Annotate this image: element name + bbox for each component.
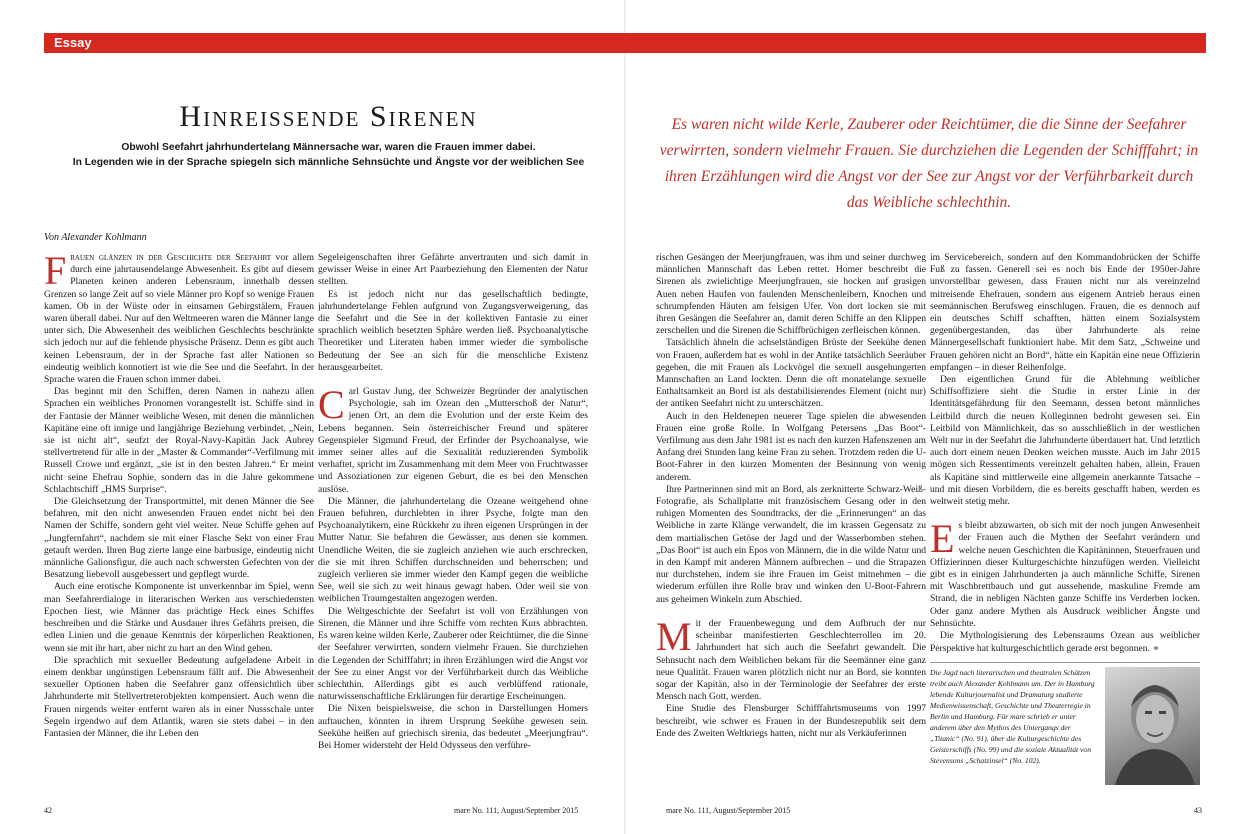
paragraph: Auch eine erotische Komponente ist unverkennbar im Spiel, wenn man Seefahrerdialoge in literarischen Werken aus verschiedensten Epochen liest, wie Männer das prächtige Heck eines Schiffes beschreiben und die Stärke und Ausdauer ihres Gefährts preisen, die edlen Linien und die genaue Kenntnis der körperlichen Reaktionen, wenn sie mit ihr hart, aber nicht zu hart an den Wind gehen. <box>44 581 314 654</box>
section-bar <box>44 33 1206 53</box>
text-column-3 <box>656 252 926 807</box>
drop-cap: E <box>930 516 955 562</box>
paragraph: Die Weltgeschichte der Seefahrt ist voll von Erzählungen von Sirenen, die Männer und ihre Schiffe vom rechten Kurs abbrachten. Es waren keine wilden Kerle, Zauberer oder Reichtümer, die die Sinne der Seefahrer verwirrten, sondern vielmehr Frauen. Sie durchziehen die Legenden der Schifffahrt; in ihren Erzählungen wird die Angst vor der See zu einer Angst vor der Verführbarkeit durch das Weibliche schlechthin. Allerdings gibt es auch verblüffend rationale, naturwissenschaftliche Erklärungen für derartige Erscheinungen. <box>318 605 588 703</box>
paragraph: Auch in den Heldenepen neuerer Tage spielen die abwesenden Frauen eine große Rolle. In Wolfgang Petersens „Das Boot“-Verfilmung aus dem Jahr 1981 ist es nach den kurzen Hafenszenen am Anfang drei Stunden lang keine Frau zu sehen. Trotzdem reden die U-Boot-Fahrer in den kurzen Momenten der Besinnung von wenig anderem. <box>656 410 926 483</box>
text-column-2 <box>318 252 588 807</box>
paragraph <box>44 252 314 386</box>
paragraph <box>656 613 926 703</box>
article-title: Hinreissende Sirenen <box>179 100 478 133</box>
paragraph-text: vor allem durch eine jahrtausendelange Abwesenheit. Es gibt auf diesem Planeten keinen anderen Lebensraum, innerhalb dessen Grenzen so lange Zeit auf so viele Männer pro Kopf so wenige Frauen kamen. Ob in der Wüste oder in einsamen Gebirgstälern, Frauen waren überall dabei. Nur auf den Weltmeeren waren die Männer lange unter sich. Die Abwesenheit des weiblichen Geschlechts beschränkte sich jedoch nur auf die fehlende physische Präsenz. Denn es gibt auch keinen Lebensraum, der in der Sprache fast aller Nationen so eindeutig weiblich konnotiert ist wie die See und die Seefahrt. In der Sprache waren die Frauen schon immer dabei. <box>44 252 314 386</box>
author-portrait <box>1105 667 1200 785</box>
section-label: Essay <box>54 35 92 50</box>
author-bio: Die Jagd nach literarischen und theatralen Schätzen treibt auch Alexander Kohlmann um. Der in Hamburg lebende Kulturjournalist und Dramaturg studierte Medienwissenschaft, Geschichte und Theaterregie in Berlin und Hamburg. Für mare schrieb er unter anderem über den Mythos des Untergangs der „Titanic“ (No. 91), über die Kulturgeschichte des Geisterschiffs (No. 99) und die soziale Aktualität von Stevensons „Schatzinsel“ (No. 102). <box>930 667 1095 765</box>
paragraph: Segeleigenschaften ihrer Gefährte anvertrauten und sich damit in gewisser Weise in einer Art Paarbeziehung den Elementen der Natur stellten. <box>318 252 588 288</box>
page-gutter <box>624 0 626 834</box>
paragraph: Tatsächlich ähneln die achselständigen Brüste der Seekühe denen von Frauen, außerdem hat es wohl in der Antike tatsächlich Seeräuber gegeben, die mit Frauen als Lockvögel die sexuell ausgehungerten Mannschaften an Land lockten. Denn die oft monatelange sexuelle Enthaltsamkeit an Bord ist als destabilisierendes Element (nicht nur) der antiken Seefahrt nicht zu unterschätzen. <box>656 337 926 410</box>
drop-cap: C <box>318 382 345 428</box>
paragraph: Eine Studie des Flensburger Schifffahrtsmuseums von 1997 beschreibt, wie schwer es Frauen in der Bundesrepublik seit dem Ende des Zweiten Weltkriegs hatten, nicht nur als Verkäuferinnen <box>656 703 926 739</box>
page-number-left: 42 <box>44 806 52 815</box>
paragraph: rischen Gesängen der Meerjungfrauen, was ihm und seiner durchweg männlichen Mannschaft das Leben rettet. Homer beschreibt die Sirenen als zwielichtige Meerjungfrauen, sie hocken auf grasigen Auen neben Haufen von faulenden Menschenleibern, Knochen und schrumpfenden Häuten am felsigen Ufer. Von dort locken sie mit ihren Gesängen die Seefahrer an, damit deren Schiffe an den Klippen zerschellen und die Sirenen die Schiffbrüchigen zerfleischen können. <box>656 252 926 337</box>
lead-small-caps: rauen glänzen in der Geschichte der Seefahrt <box>70 252 272 263</box>
paragraph-text: Die Mythologisierung des Lebensraums Ozean aus weiblicher Perspektive hat kulturgeschichtlich gerade erst begonnen. <box>930 630 1200 655</box>
paragraph <box>930 630 1200 655</box>
drop-cap: F <box>44 252 67 293</box>
subtitle-line-1: Obwohl Seefahrt jahrhundertelang Männersache war, waren die Frauen immer dabei. <box>121 142 536 153</box>
paragraph <box>930 516 1200 630</box>
paragraph <box>318 382 588 496</box>
paragraph: Den eigentlichen Grund für die Ablehnung weiblicher Schiffsoffiziere sieht die Studie in erster Linie in der Identitätsgefährdung für den Seemann, dessen betont männliches Leitbild durch die neuen Kolleginnen bedroht gewesen sei. Ein Leitbild von Männlichkeit, das so ausschließlich in der westlichen Welt nur in der Seefahrt die Jahrhunderte überdauert hat. Und letztlich auch dort einem neuen Denken weichen musste. Auch im Jahr 2015 mögen sich Ressentiments vereinzelt gehalten haben, allein, Frauen als Kapitäne sind mittlerweile eine allgemein anerkannte Tatsache – und mit diesen Vorbildern, die es bereits geschafft haben, werden es weltweit stetig mehr. <box>930 374 1200 508</box>
paragraph: Die Nixen beispielsweise, die schon in Darstellungen Homers auftauchen, könnten in ihrem Ursprung Seekühe gewesen sein. Seekühe heißen auf griechisch sirenia, das bedeutet „Meerjungfrau“. Bei Homer widersteht der Held Odysseus den verführe- <box>318 703 588 751</box>
paragraph: Die Männer, die jahrhundertelang die Ozeane weitgehend ohne Frauen befuhren, durchlebten in ihrer Psyche, folgte man den Psychoanalytikern, eine Rückkehr zu ihren eigenen Ursprüngen in der Mutter Natur. Sie befahren die Gewässer, aus denen sie kommen. Unendliche Weiten, die sie zugleich anziehen wie auch erschrecken, die sie mit ihren Schiffen durchschneiden und beherrschen; und zugleich verlieren sie immer wieder den Kampf gegen die weibliche See, weil sie sich zu weit hinaus gewagt haben. Oder weil sie von weiblichen Traumgestalten angezogen werden. <box>318 495 588 605</box>
paragraph: Das beginnt mit den Schiffen, deren Namen in nahezu allen Sprachen ein weibliches Pronomen vorangestellt ist. Schiffe sind in der Fantasie der Männer weibliche Wesen, mit denen die männlichen Kapitäne eine oft innige und langjährige Beziehung verbindet. „Nein, sie ist nicht alt“, seufzt der Royal-Navy-Kapitän Jack Aubrey stellvertretend für alle in der „Master & Commander“-Verfilmung mit Russell Crowe und ergänzt, „sie ist in den besten Jahren.“ Er meint nicht seine Ehefrau Sophie, sondern das in die Jahre gekommene Schlachtschiff „HMS Surprise“. <box>44 386 314 495</box>
paragraph: Es ist jedoch nicht nur das gesellschaftlich bedingte, jahrhundertelange Fehlen aufgrund von Zugangsverweigerung, das die Seefahrt und die See in der kollektiven Fantasie zu einer sprachlich weiblich besetzten Sphäre werden ließ. Psychoanalytische Theoretiker und Literaten haben immer wieder die symbolische Bedeutung der See an sich für die menschliche Existenz herausgearbeitet. <box>318 288 588 373</box>
magazine-issue-left: mare No. 111, August/September 2015 <box>454 806 579 815</box>
subtitle-line-2: In Legenden wie in der Sprache spiegeln sich männliche Sehnsüchte und Ängste vor der weiblichen See <box>72 157 585 168</box>
magazine-issue-right: mare No. 111, August/September 2015 <box>666 806 791 815</box>
author-portrait-graphic <box>1105 667 1200 785</box>
paragraph-text: it der Frauenbewegung und dem Aufbruch der nur scheinbar manifestierten Geschlechterrollen im 20. Jahrhundert hat sich auch die Seefahrt gewandelt. Die Sehnsucht nach dem Weiblichen bekam für die Seemänner eine ganz neue Qualität. Frauen waren plötzlich nicht nur an Bord, sie konnten sogar der Kapitän, also in der Terminologie der Seefahrer der erste Mensch nach Gott, werden. <box>656 617 926 703</box>
end-mark-icon: ⚭ <box>1152 643 1160 654</box>
section-gap <box>318 374 588 386</box>
page-number-right: 43 <box>1194 806 1202 815</box>
text-column-1 <box>44 252 314 807</box>
pull-quote: Es waren nicht wilde Kerle, Zauberer oder Reichtümer, die die Sinne der Seefahrer verwirrten, sondern vielmehr Frauen. Sie durchziehen die Legenden der Schifffahrt; in ihren Erzählungen wird die Angst vor der See zur Angst vor der Verführbarkeit durch das Weibliche schlechthin. <box>659 116 1199 211</box>
byline: Von Alexander Kohlmann <box>44 232 147 243</box>
author-credit-box <box>930 662 1200 785</box>
article-subtitle <box>44 140 613 170</box>
paragraph: Ihre Partnerinnen sind mit an Bord, als zerknitterte Schwarz-Weiß-Fotografie, als Schallplatte mit französischem Gesang oder in den ruhigen Momenten des Soundtracks, der die „Erinnerungen“ an das Weibliche in zarte Klänge verwandelt, die im krassen Gegensatz zu dem martialischen Getöse der Jagd und der Wasserbomben stehen. „Das Boot“ ist auch ein Epos von Männern, die in die wilde Natur und in den Kampf mit anderen Männern aufbrechen – und die Strapazen nur durchstehen, indem sie ihre Frauen im Geist mitnehmen – die wiederum erfüllen ihre Rolle brav und winken den U-Boot-Fahrern aus geheimen Winkeln zum Abschied. <box>656 483 926 605</box>
text-column-4 <box>930 252 1200 807</box>
paragraph: Die sprachlich mit sexueller Bedeutung aufgeladene Arbeit in einem denkbar ungünstigen Lebensraum fällt auf. Die Abwesenheit sexueller Optionen haben die Seefahrer ganz offensichtlich über Jahrhunderte mit Stellvertreterobjekten kompensiert. Auch wenn die Frauen nirgends weiter entfernt waren als in einer Nussschale unter Segeln irgendwo auf dem Atlantik, waren sie stets dabei – in den Fantasien der Männer, die ihr Leben den <box>44 654 314 739</box>
paragraph-text: s bleibt abzuwarten, ob sich mit der noch jungen Anwesenheit der Frauen auch die Mythen der Seefahrt verändern und welche neuen Geschichten die Kapitäninnen, Steuerfrauen und Offizierinnen dieser Kulturgeschichte hinzufügen werden. Vielleicht gibt es in einigen Jahrhunderten ja auch männliche Schiffe, Sirenen mit Waschbrettbauch und gut aussehende, maskuline Fremde am Strand, die in nebligen Nächten ganze Schiffe ins Verderben locken. Oder ganz andere Mythen als Ausdruck weiblicher Ängste und Sehnsüchte. <box>930 520 1200 629</box>
section-gap <box>656 606 926 618</box>
drop-cap: M <box>656 613 692 659</box>
paragraph: im Servicebereich, sondern auf den Kommandobrücken der Schiffe Fuß zu fassen. Generell sei es noch bis Ende der 1950er-Jahre unvorstellbar gewesen, dass Frauen nicht nur als vereinzelnd mitreisende Ehefrauen, sondern aus eigenem Antrieb heraus einen seemännischen Berufsweg einschlugen. Frauen, die es dennoch auf ein deutsches Schiff schafften, hätten einem Sozialsystem gegenübergestanden, das über Jahrhunderte als reine Männergesellschaft funktioniert habe. Mit dem Satz, „Schweine und Frauen gehören nicht an Bord“, hätte ein Kapitän eine neue Offizierin empfangen – in dieser Reihenfolge. <box>930 252 1200 373</box>
section-gap <box>930 508 1200 520</box>
paragraph-text: arl Gustav Jung, der Schweizer Begründer der analytischen Psychologie, sah im Ozean den „Mutterschoß der Natur“, jenen Ort, an dem die Evolution und der erste Keim des Lebens begannen. Sein österreichischer Freund und späterer Gegenspieler Sigmund Freud, der Erfinder der Psychoanalyse, wie immer seiner alles auf die Sexualität reduzierenden Symbolik verhaftet, spricht im Zusammenhang mit dem Meer von Fruchtwasser und Assoziationen zur eigenen Geburt, die es bei den Menschen auslöse. <box>318 386 588 495</box>
paragraph: Die Gleichsetzung der Transportmittel, mit denen Männer die See befahren, mit den nicht anwesenden Frauen endet nicht bei den Namen der Schiffe, sondern geht viel weiter. Neue Schiffe gehen auf „Jungfernfahrt“, nachdem sie mit einer Flasche Sekt von einer Frau getauft werden. Ihren Bug zierte lange eine barbusige, eindeutig nicht männliche Galionsfigur, die auch nach schwersten Gefechten von der Besatzung liebevoll ausgebessert und gepflegt wurde. <box>44 496 314 581</box>
